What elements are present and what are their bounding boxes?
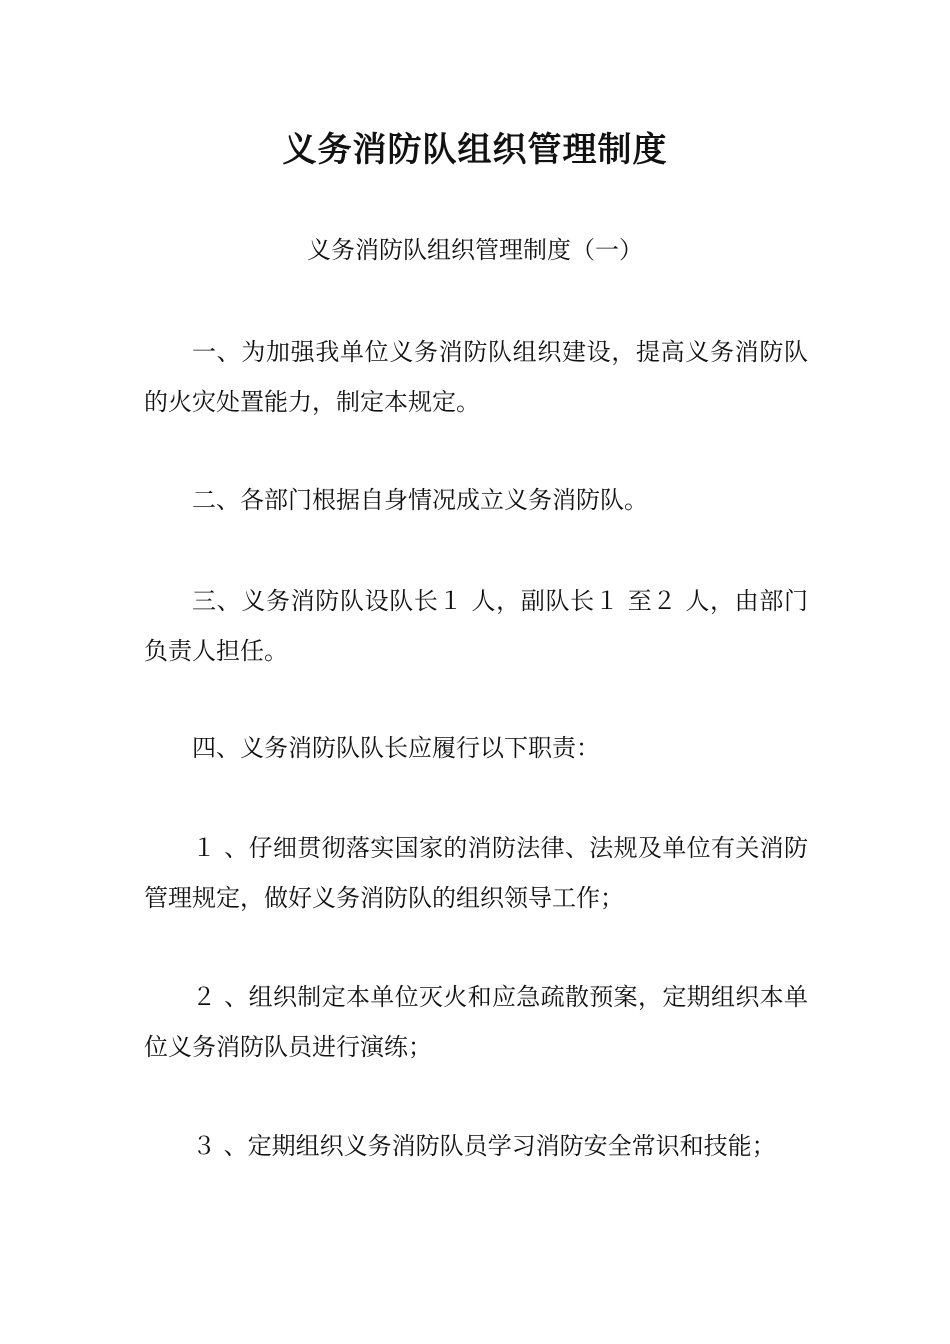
paragraph-3: 三、义务消防队设队长１ 人，副队长１ 至２ 人，由部门负责人担任。 — [144, 587, 808, 665]
paragraph-6: ２ 、组织制定本单位灭火和应急疏散预案，定期组织本单位义务消防队员进行演练； — [144, 983, 808, 1061]
document-subtitle: 义务消防队组织管理制度（一） — [307, 236, 643, 264]
paragraph-2: 二、各部门根据自身情况成立义务消防队。 — [192, 486, 648, 514]
document-title: 义务消防队组织管理制度 — [282, 130, 668, 170]
paragraph-5: １ 、仔细贯彻落实国家的消防法律、法规及单位有关消防管理规定，做好义务消防队的组织领导工作； — [144, 834, 808, 912]
paragraph-1: 一、为加强我单位义务消防队组织建设，提高义务消防队的火灾处置能力，制定本规定。 — [144, 338, 808, 416]
paragraph-7: ３ 、定期组织义务消防队员学习消防安全常识和技能； — [192, 1132, 776, 1160]
paragraph-4: 四、义务消防队队长应履行以下职责： — [192, 734, 600, 762]
